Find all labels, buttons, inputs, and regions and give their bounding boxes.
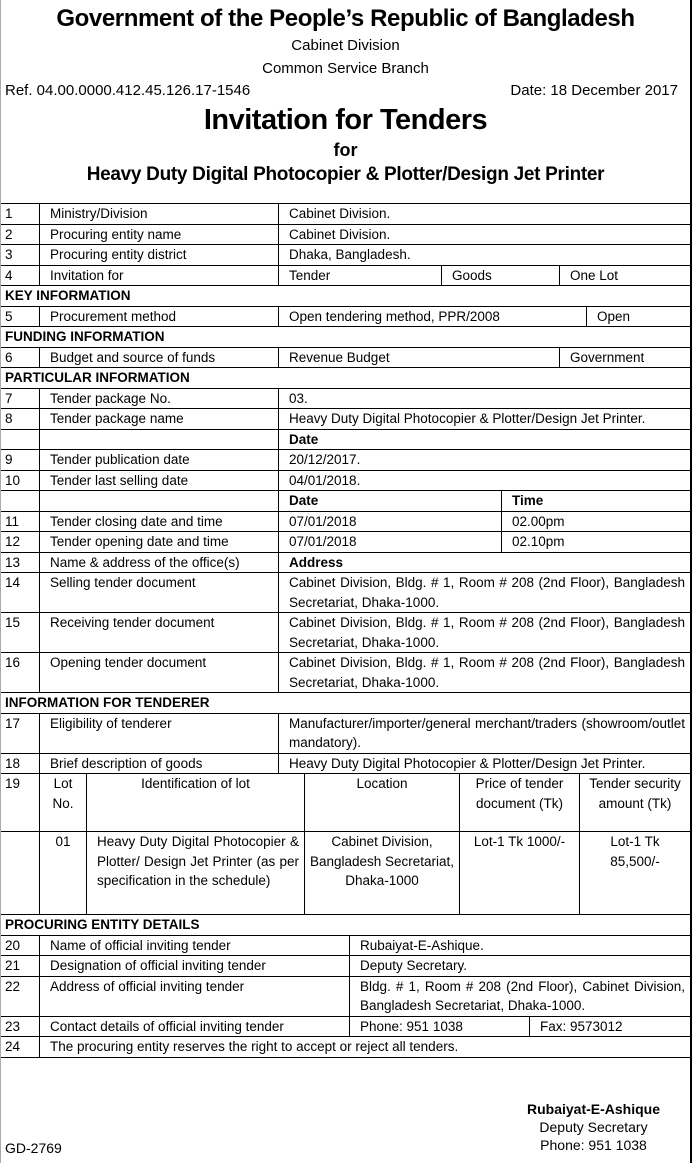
signatory-designation: Deputy Secretary — [539, 1119, 648, 1135]
table-row — [1, 429, 690, 450]
row-label: Procuring entity name — [39, 225, 278, 245]
row-label: Budget and source of funds — [39, 348, 278, 368]
row-value: Rubaiyat-E-Ashique. — [349, 936, 690, 956]
lot-header-row — [1, 773, 690, 831]
table-row — [1, 388, 690, 409]
row-label — [39, 430, 278, 450]
row-number: 12 — [5, 534, 21, 549]
row-value: Cabinet Division, Bldg. # 1, Room # 208 (2nd Floor), Bangladesh Secretariat, Dhaka-1000. — [278, 653, 690, 692]
address-header: Address — [278, 553, 690, 573]
ref-line — [1, 80, 690, 102]
footer-code: GD-2769 — [5, 1140, 62, 1156]
row-number — [1, 832, 39, 914]
row-number: 8 — [5, 411, 13, 426]
row-label: Receiving tender document — [39, 613, 278, 652]
row-number: 23 — [5, 1018, 21, 1034]
row-label: Tender package No. — [39, 389, 278, 409]
lot-price: Lot-1 Tk 1000/- — [459, 832, 579, 914]
division: Cabinet Division — [291, 37, 400, 54]
date-header: Date — [278, 430, 690, 450]
table-row — [1, 552, 690, 573]
row-label: Tender opening date and time — [39, 532, 278, 552]
row-number: 14 — [5, 575, 21, 590]
row-value: 03. — [278, 389, 690, 409]
table-row — [1, 955, 690, 976]
row-value: Tender — [278, 266, 441, 286]
row-value: 20/12/2017. — [278, 450, 690, 470]
section-particular-information: PARTICULAR INFORMATION — [1, 367, 690, 388]
location-header: Location — [304, 774, 459, 831]
table-row — [1, 224, 690, 245]
row-value: 07/01/2018 — [278, 512, 501, 532]
row-label: Tender last selling date — [39, 471, 278, 491]
row-number: 19 — [5, 776, 21, 791]
row-number: 20 — [5, 937, 21, 953]
row-number: 17 — [5, 715, 21, 731]
lot-no: 01 — [39, 832, 86, 914]
lot-no-header: Lot No. — [39, 774, 86, 831]
row-number: 21 — [5, 958, 21, 973]
notice-title: Invitation for Tenders — [203, 104, 488, 136]
row-number: 5 — [5, 308, 13, 324]
row-number: 3 — [5, 247, 13, 262]
row-label — [39, 491, 278, 511]
lot-security: Lot-1 Tk 85,500/- — [579, 832, 690, 914]
signatory-name: Rubaiyat-E-Ashique — [526, 1101, 660, 1117]
row-value: Cabinet Division. — [278, 225, 690, 245]
row-value: Heavy Duty Digital Photocopier & Plotter/Design Jet Printer. — [278, 754, 690, 774]
table-row — [1, 306, 690, 327]
section-funding-information: FUNDING INFORMATION — [1, 326, 690, 347]
row-label: Contact details of official inviting tender — [39, 1017, 349, 1037]
time-header: Time — [501, 491, 690, 511]
row-value: Cabinet Division, Bldg. # 1, Room # 208 (2nd Floor), Bangladesh Secretariat, Dhaka-1000. — [278, 613, 690, 652]
lot-location: Cabinet Division, Bangladesh Secretariat, Dhaka-1000 — [304, 832, 459, 914]
table-row — [1, 203, 690, 224]
row-label: Invitation for — [39, 266, 278, 286]
signatory-phone: Phone: 951 1038 — [540, 1137, 647, 1153]
table-row — [1, 449, 690, 470]
row-value: Revenue Budget — [278, 348, 559, 368]
row-label: The procuring entity reserves the right to accept or reject all tenders. — [39, 1037, 690, 1057]
row-value: 04/01/2018. — [278, 471, 690, 491]
row-label: Tender publication date — [39, 450, 278, 470]
row-number: 22 — [5, 978, 21, 994]
row-label: Designation of official inviting tender — [39, 956, 349, 976]
row-label: Selling tender document — [39, 573, 278, 612]
row-value: Cabinet Division. — [278, 204, 690, 224]
row-value: Open tendering method, PPR/2008 — [278, 307, 586, 327]
row-value: 02.00pm — [501, 512, 690, 532]
row-number: 16 — [5, 655, 21, 670]
row-value: Cabinet Division, Bldg. # 1, Room # 208 (2nd Floor), Bangladesh Secretariat, Dhaka-1000. — [278, 573, 690, 612]
table-row — [1, 531, 690, 552]
row-label: Opening tender document — [39, 653, 278, 692]
row-value: Heavy Duty Digital Photocopier & Plotter/Design Jet Printer. — [278, 409, 690, 429]
row-number: 7 — [5, 390, 13, 406]
row-value: Goods — [441, 266, 559, 286]
table-row — [1, 490, 690, 511]
row-number — [1, 430, 39, 450]
notice-subject: Heavy Duty Digital Photocopier & Plotter/Design Jet Printer — [86, 164, 605, 185]
row-label: Ministry/Division — [39, 204, 278, 224]
section-information-for-tenderer: INFORMATION FOR TENDERER — [1, 692, 690, 713]
row-number: 10 — [5, 472, 21, 488]
row-number: 24 — [5, 1039, 21, 1054]
notice-date: Date: 18 December 2017 — [510, 82, 678, 99]
table-row — [1, 976, 690, 1016]
row-number: 6 — [5, 349, 13, 365]
row-number: 11 — [5, 513, 20, 529]
row-label: Tender closing date and time — [39, 512, 278, 532]
contact-fax: Fax: 9573012 — [529, 1017, 690, 1037]
reference-number: Ref. 04.00.0000.412.45.126.17-1546 — [5, 82, 251, 99]
row-value: Deputy Secretary. — [349, 956, 690, 976]
identification-header: Identification of lot — [86, 774, 304, 831]
row-value: Bldg. # 1, Room # 208 (2nd Floor), Cabinet Division, Bangladesh Secretariat, Dhaka-1000. — [349, 977, 690, 1016]
row-label: Procuring entity district — [39, 245, 278, 265]
section-key-information: KEY INFORMATION — [1, 285, 690, 306]
row-label: Tender package name — [39, 409, 278, 429]
row-value: 07/01/2018 — [278, 532, 501, 552]
date-header: Date — [278, 491, 501, 511]
row-number — [1, 491, 39, 511]
row-value: 02.10pm — [501, 532, 690, 552]
table-row — [1, 347, 690, 368]
row-value: Dhaka, Bangladesh. — [278, 245, 690, 265]
table-row — [1, 753, 690, 774]
table-row — [1, 244, 690, 265]
row-value: One Lot — [559, 266, 690, 286]
table-row — [1, 1036, 690, 1057]
lot-identification: Heavy Duty Digital Photocopier & Plotter/ Design Jet Printer (as per specification in the schedule) — [86, 832, 304, 914]
table-row — [1, 612, 690, 652]
lot-row — [1, 831, 690, 914]
table-row — [1, 470, 690, 491]
row-label: Procurement method — [39, 307, 278, 327]
section-procuring-entity-details: PROCURING ENTITY DETAILS — [1, 914, 690, 935]
tender-table — [1, 203, 690, 1058]
table-row — [1, 935, 690, 956]
table-row — [1, 572, 690, 612]
signature-block — [527, 1100, 660, 1154]
table-row — [1, 408, 690, 429]
security-header: Tender security amount (Tk) — [579, 774, 690, 831]
price-header: Price of tender document (Tk) — [459, 774, 579, 831]
table-row — [1, 713, 690, 753]
row-label: Name of official inviting tender — [39, 936, 349, 956]
row-number: 1 — [5, 206, 13, 221]
row-number: 18 — [5, 755, 21, 771]
table-row — [1, 265, 690, 286]
table-row — [1, 511, 690, 532]
row-number: 9 — [5, 452, 13, 467]
branch: Common Service Branch — [262, 60, 429, 77]
row-number: 13 — [5, 554, 21, 570]
contact-phone: Phone: 951 1038 — [349, 1017, 529, 1037]
row-label: Eligibility of tenderer — [39, 714, 278, 753]
row-value: Government — [559, 348, 690, 368]
row-label: Address of official inviting tender — [39, 977, 349, 1016]
table-row — [1, 1016, 690, 1037]
row-label: Name & address of the office(s) — [39, 553, 278, 573]
row-label: Brief description of goods — [39, 754, 278, 774]
table-row — [1, 652, 690, 692]
row-number: 15 — [5, 615, 21, 630]
row-value: Manufacturer/importer/general merchant/traders (showroom/outlet mandatory). — [278, 714, 690, 753]
row-value: Open — [586, 307, 690, 327]
for-label: for — [333, 140, 358, 160]
government-heading: Government of the People’s Republic of Bangladesh — [56, 5, 635, 32]
row-number: 2 — [5, 226, 13, 242]
row-number: 4 — [5, 267, 13, 283]
